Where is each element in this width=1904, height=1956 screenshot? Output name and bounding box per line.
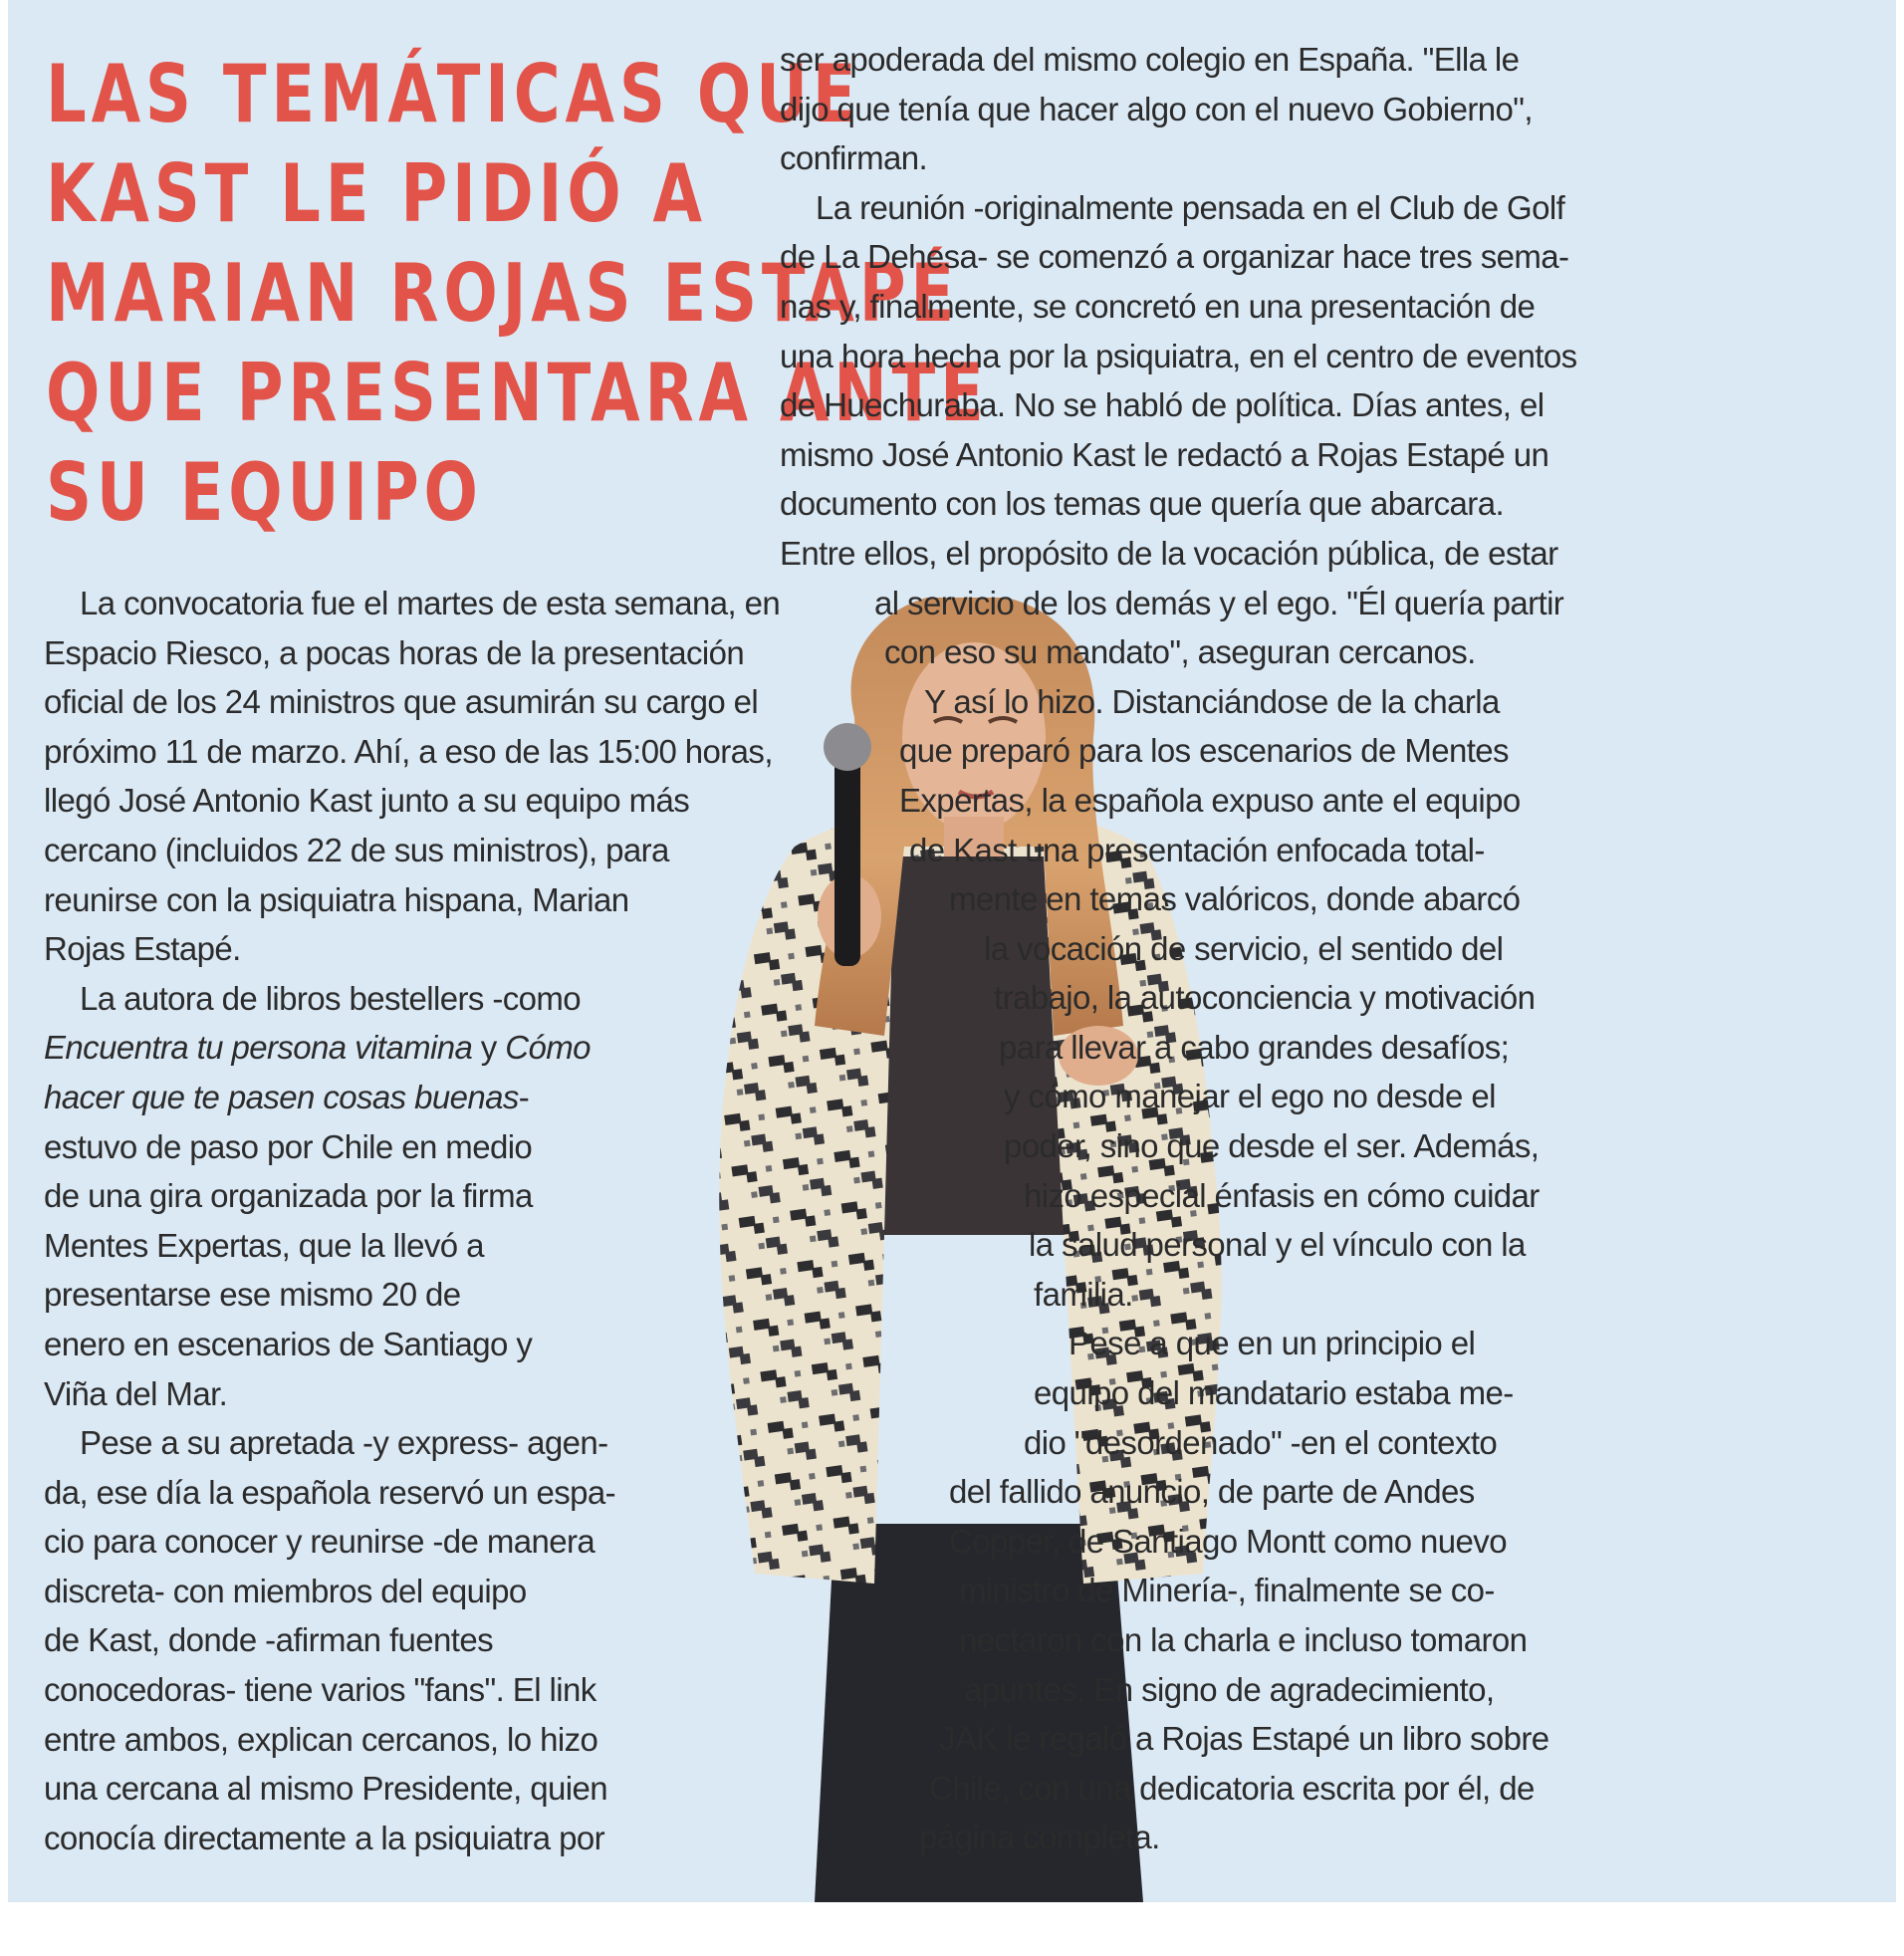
text-line: conocía directamente a la psiquiatra por	[44, 1819, 605, 1856]
text-line: ministro de Minería-, finalmente se co-	[959, 1572, 1495, 1609]
text-line: Copper, de Santiago Montt como nuevo	[949, 1522, 1507, 1560]
text-line: del fallido anuncio, de parte de Andes	[949, 1473, 1475, 1511]
text-line: la salud personal y el vínculo con la	[1029, 1226, 1526, 1264]
text-line: llegó José Antonio Kast junto a su equipo más	[44, 782, 690, 820]
text-line: oficial de los 24 ministros que asumirán su cargo el	[44, 683, 759, 721]
text-line: hizo especial énfasis en cómo cuidar	[1024, 1176, 1540, 1214]
text-line: Pese a que en un principio el	[1069, 1325, 1476, 1362]
text-line: da, ese día la española reservó un espa-	[44, 1473, 616, 1511]
text-line: de Kast, donde -afirman fuentes	[44, 1621, 494, 1659]
text-line: presentarse ese mismo 20 de	[44, 1276, 461, 1314]
text-line: trabajo, la autoconciencia y motivación	[994, 979, 1536, 1017]
text-line: de una gira organizada por la firma	[44, 1177, 533, 1215]
newspaper-page	[8, 0, 1896, 1902]
book-title: Encuentra tu persona vitamina	[44, 1029, 473, 1067]
text-line: nas y, finalmente, se concretó en una presentación de	[780, 287, 1536, 325]
text-line: cercano (incluidos 22 de sus ministros), para	[44, 831, 669, 868]
text-line: JAK le regaló a Rojas Estapé un libro sobre	[939, 1720, 1549, 1758]
text-line: conocedoras- tiene varios "fans". El link	[44, 1671, 596, 1709]
text-line: La reunión -originalmente pensada en el Club de Golf	[816, 188, 1565, 226]
text-line: nectaron con la charla e incluso tomaron	[959, 1621, 1528, 1658]
text-line: y cómo manejar el ego no desde el	[1004, 1078, 1496, 1115]
text-line: Expertas, la española expuso ante el equipo	[899, 781, 1521, 819]
text-line: de Kast una presentación enfocada total-	[909, 831, 1485, 868]
text-line: entre ambos, explican cercanos, lo hizo	[44, 1720, 598, 1758]
text-line: dio "desordenado" -en el contexto	[1024, 1423, 1498, 1461]
text-line: Chile, con una dedicatoria escrita por él, de	[929, 1769, 1535, 1807]
text-line: de Huechuraba. No se habló de política. Días antes, el	[780, 386, 1545, 424]
headline-line: KAST LE PIDIÓ A	[46, 147, 707, 240]
text-line: mente en temas valóricos, donde abarcó	[949, 880, 1521, 918]
text-line: La autora de libros bestellers -como	[80, 979, 582, 1017]
text-line: confirman.	[780, 139, 928, 177]
text-line-with-book-titles: Encuentra tu persona vitamina y Cómo	[44, 1029, 591, 1067]
text-line: de La Dehesa- se comenzó a organizar hace tres sema-	[780, 238, 1569, 276]
text-line: enero en escenarios de Santiago y	[44, 1325, 533, 1362]
text-line: ser apoderada del mismo colegio en España. "Ella le	[780, 41, 1520, 78]
text-line-with-book-titles: hacer que te pasen cosas buenas-	[44, 1078, 530, 1115]
text-line: que preparó para los escenarios de Mentes	[899, 732, 1509, 770]
text-line: estuvo de paso por Chile en medio	[44, 1127, 533, 1165]
headline-line: QUE PRESENTARA ANTE	[46, 347, 989, 439]
text-line: La convocatoria fue el martes de esta semana, en	[80, 585, 781, 621]
text-line: Entre ellos, el propósito de la vocación pública, de estar	[780, 534, 1558, 572]
text-line: con eso su mandato", aseguran cercanos.	[884, 633, 1476, 671]
text-line: página completa.	[919, 1819, 1160, 1856]
text-line: familia.	[1034, 1275, 1133, 1313]
text-line: reunirse con la psiquiatra hispana, Marian	[44, 880, 629, 918]
text-line: mismo José Antonio Kast le redactó a Rojas Estapé un	[780, 435, 1549, 473]
text-line: dijo que tenía que hacer algo con el nuevo Gobierno",	[780, 90, 1533, 127]
text-line: poder, sino que desde el ser. Además,	[1004, 1127, 1540, 1165]
text-line: Espacio Riesco, a pocas horas de la presentación	[44, 633, 745, 671]
headline-line: LAS TEMÁTICAS QUE	[46, 48, 861, 140]
text-line: la vocación de servicio, el sentido del	[984, 929, 1504, 967]
text-line: para llevar a cabo grandes desafíos;	[999, 1028, 1510, 1066]
article-right-column	[8, 35, 1896, 1862]
book-title: hacer que te pasen cosas buenas	[44, 1078, 519, 1115]
headline-line: MARIAN ROJAS ESTAPÉ	[46, 247, 959, 340]
text-line: próximo 11 de marzo. Ahí, a eso de las 15:00 horas,	[44, 732, 773, 770]
text-line: Viña del Mar.	[44, 1374, 228, 1412]
text-line: apuntes. En signo de agradecimiento,	[964, 1670, 1495, 1708]
text-line: cio para conocer y reunirse -de manera	[44, 1523, 595, 1561]
text-line: al servicio de los demás y el ego. "Él quería partir	[874, 584, 1564, 621]
text-line: Mentes Expertas, que la llevó a	[44, 1226, 484, 1264]
text-line: Pese a su apretada -y express- agen-	[80, 1424, 608, 1462]
headline-line: SU EQUIPO	[46, 446, 483, 539]
text-line: Rojas Estapé.	[44, 930, 241, 968]
text-line: equipo del mandatario estaba me-	[1034, 1374, 1514, 1412]
book-title: Cómo	[505, 1029, 591, 1067]
text-line: documento con los temas que quería que abarcara.	[780, 485, 1505, 523]
text-line: una hora hecha por la psiquiatra, en el centro de eventos	[780, 337, 1577, 374]
text-line: discreta- con miembros del equipo	[44, 1572, 527, 1609]
text-line: una cercana al mismo Presidente, quien	[44, 1770, 608, 1808]
text-line: Y así lo hizo. Distanciándose de la charla	[924, 682, 1500, 720]
